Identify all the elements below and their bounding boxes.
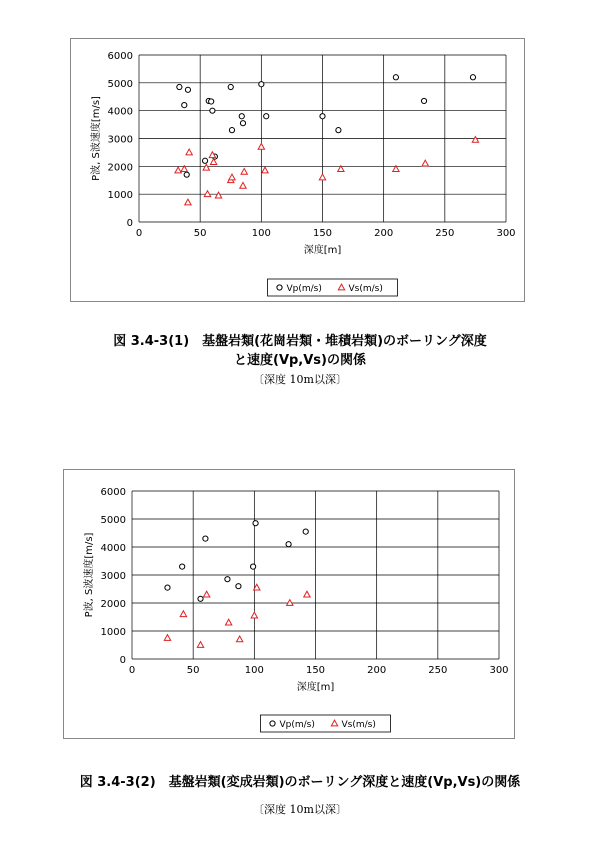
- chart-1-grid: [139, 55, 506, 222]
- vp-point: [470, 75, 475, 80]
- vp-point: [228, 84, 233, 89]
- legend-label: Vs(m/s): [341, 720, 376, 730]
- vs-point: [203, 164, 209, 170]
- vp-point: [225, 577, 230, 582]
- vp-point: [336, 128, 341, 133]
- legend-label: Vs(m/s): [348, 284, 383, 294]
- x-tick-label: 150: [305, 665, 326, 676]
- y-tick-label: 4000: [100, 543, 126, 554]
- vp-point: [210, 108, 215, 113]
- vs-point: [472, 136, 478, 142]
- vp-point: [393, 75, 398, 80]
- vs-point: [180, 611, 186, 617]
- figure-2-note: 〔深度 10m以深〕: [253, 803, 347, 816]
- vs-point: [236, 636, 242, 642]
- x-tick-label: 300: [496, 228, 516, 239]
- vp-point: [320, 114, 325, 119]
- vs-point: [164, 635, 170, 641]
- chart-1-svg: [71, 39, 524, 301]
- x-tick-label: 0: [135, 228, 143, 239]
- x-axis-label: 深度[m]: [303, 245, 342, 256]
- vp-point: [253, 521, 258, 526]
- series-1: [165, 521, 308, 602]
- vp-point: [184, 172, 189, 177]
- vs-point: [186, 149, 192, 155]
- y-tick-label: 6000: [100, 487, 126, 498]
- x-tick-label: 200: [374, 228, 394, 239]
- x-tick-label: 150: [312, 228, 333, 239]
- y-tick-label: 3000: [100, 571, 126, 582]
- chart-2-svg: [64, 470, 514, 738]
- y-axis-label: P波, S波速度[m/s]: [84, 532, 95, 618]
- figure-1-caption-line-2: と速度(Vp,Vs)の関係: [234, 353, 366, 368]
- vs-point: [185, 199, 191, 205]
- legend-vp-marker: [270, 721, 275, 726]
- y-tick-label: 5000: [100, 515, 126, 526]
- y-axis-label: P波, S波速度[m/s]: [91, 96, 102, 181]
- x-tick-label: 0: [128, 665, 136, 676]
- y-tick-label: 3000: [107, 134, 133, 146]
- vp-point: [240, 121, 245, 126]
- y-tick-label: 4000: [107, 106, 133, 118]
- vs-point: [204, 191, 210, 197]
- vp-point: [236, 584, 241, 589]
- x-axis-label: 深度[m]: [296, 682, 335, 693]
- y-tick-label: 5000: [107, 78, 133, 90]
- series-2: [175, 136, 479, 204]
- y-tick-label: 2000: [100, 599, 126, 610]
- series-2: [164, 584, 310, 647]
- x-tick-label: 300: [489, 665, 509, 676]
- vs-point: [319, 174, 325, 180]
- x-tick-label: 250: [428, 665, 448, 676]
- vs-point: [240, 182, 246, 188]
- vp-point: [209, 99, 214, 104]
- chart-2-grid: [132, 491, 499, 659]
- figure-1-caption-line-1: 図 3.4-3(1) 基盤岩類(花崗岩類・堆積岩類)のボーリング深度: [113, 334, 487, 349]
- y-tick-label: 2000: [107, 162, 133, 174]
- figure-1-note: 〔深度 10m以深〕: [253, 373, 347, 386]
- vp-point: [421, 98, 426, 103]
- vs-point: [229, 174, 235, 180]
- vp-point: [177, 84, 182, 89]
- vp-point: [182, 103, 187, 108]
- vs-point: [287, 600, 293, 606]
- x-tick-label: 100: [251, 228, 271, 239]
- vs-point: [241, 169, 247, 175]
- vs-point: [197, 642, 203, 648]
- vs-point: [215, 192, 221, 198]
- vs-point: [251, 612, 257, 618]
- vs-point: [225, 619, 231, 625]
- y-tick-label: 1000: [107, 190, 133, 202]
- x-tick-label: 100: [244, 665, 264, 676]
- legend-label: Vp(m/s): [286, 284, 322, 294]
- chart-1-legend: [268, 279, 398, 296]
- vp-point: [286, 542, 291, 547]
- vp-point: [203, 536, 208, 541]
- y-tick-label: 0: [119, 655, 126, 666]
- x-tick-label: 250: [435, 228, 455, 239]
- figure-2-caption: 図 3.4-3(2) 基盤岩類(変成岩類)のボーリング深度と速度(Vp,Vs)の関係: [79, 775, 521, 790]
- x-tick-label: 200: [367, 665, 387, 676]
- vs-point: [262, 167, 268, 173]
- legend-label: Vp(m/s): [279, 720, 315, 730]
- y-tick-label: 6000: [107, 51, 133, 62]
- vs-point: [304, 591, 310, 597]
- chart-1: [70, 38, 525, 302]
- vp-point: [239, 114, 244, 119]
- vs-point: [422, 160, 428, 166]
- vp-point: [202, 158, 207, 163]
- x-tick-label: 50: [186, 665, 200, 676]
- chart-2-legend: [261, 715, 391, 732]
- vs-point: [175, 167, 181, 173]
- vp-point: [180, 564, 185, 569]
- chart-2: [63, 469, 515, 739]
- x-tick-label: 50: [193, 228, 207, 239]
- legend-vp-marker: [277, 285, 282, 290]
- series-1: [177, 75, 476, 178]
- vp-point: [251, 564, 256, 569]
- vp-point: [198, 596, 203, 601]
- vp-point: [259, 82, 264, 87]
- y-tick-label: 1000: [100, 627, 126, 638]
- vp-point: [303, 529, 308, 534]
- vs-point: [210, 159, 216, 165]
- vs-point: [203, 591, 209, 597]
- y-tick-label: 0: [126, 218, 133, 229]
- vp-point: [185, 87, 190, 92]
- vp-point: [264, 114, 269, 119]
- vp-point: [229, 128, 234, 133]
- vp-point: [165, 585, 170, 590]
- vs-point: [258, 143, 264, 149]
